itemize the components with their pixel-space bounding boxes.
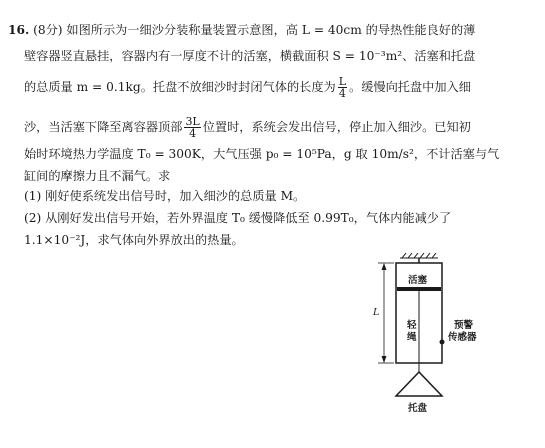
problem-text-3a: 的总质量 m = 0.1kg。托盘不放细沙时封闭气体的长度为: [24, 80, 336, 94]
sensor-label-2: 传感器: [448, 332, 477, 343]
piston: [397, 287, 441, 291]
sensor-dot: [440, 340, 445, 345]
ceiling-hatch: [400, 253, 438, 258]
sensor-label-1: 预警: [454, 320, 474, 331]
fraction-numerator: 3L: [185, 115, 200, 128]
tray: [396, 372, 442, 396]
problem-line-1: [8, 22, 475, 38]
question-2: [24, 210, 451, 226]
fraction-denominator: 4: [189, 127, 197, 140]
arrow-down: [382, 356, 387, 363]
problem-line-3: [24, 76, 471, 99]
tray-label: 托盘: [408, 403, 428, 414]
question-1-text: (1) 刚好使系统发出信号时，加入细沙的总质量 M。: [24, 189, 306, 203]
length-dimension: [378, 263, 394, 363]
problem-text-6: 缸间的摩擦力且不漏气。求: [24, 169, 171, 183]
apparatus-diagram: [360, 250, 500, 445]
problem-number: 16.: [8, 23, 30, 37]
problem-line-5: [24, 146, 499, 162]
arrow-up: [382, 263, 387, 270]
apparatus-figure: [360, 250, 500, 445]
fraction-denominator: 4: [338, 87, 346, 100]
problem-line-4: [24, 116, 471, 139]
problem-line-2: [24, 48, 475, 64]
problem-text-2: 壁容器竖直悬挂，容器内有一厚度不计的活塞，横截面积 S = 10⁻³m²、活塞和托盘: [24, 49, 476, 63]
problem-text-5: 始时环境热力学温度 T₀ = 300K，大气压强 p₀ = 10⁵Pa，g 取 10m/s²，不计活塞与气: [24, 147, 500, 161]
problem-text-4b: 位置时，系统会发出信号，停止加入细沙。已知初: [202, 120, 471, 134]
fraction-3l-over-4: [184, 116, 200, 139]
piston-label: 活塞: [408, 275, 428, 286]
fraction-l-over-4: [338, 76, 347, 99]
rope-label-2: 绳: [407, 332, 417, 343]
problem-line-6: [24, 168, 170, 184]
question-2-text: (2) 从刚好发出信号开始，若外界温度 T₀ 缓慢降低至 0.99T₀，气体内能减少了: [24, 211, 452, 225]
length-label: L: [373, 307, 380, 318]
question-2-text-cont: 1.1×10⁻²J，求气体向外界放出的热量。: [24, 233, 244, 247]
question-2-continued: [24, 232, 244, 248]
problem-text-1: 如图所示为一细沙分装称量装置示意图，高 L = 40cm 的导热性能良好的薄: [66, 23, 476, 37]
problem-text-3b: 。缓慢向托盘中加入细: [349, 80, 471, 94]
rope-label-1: 轻: [407, 320, 417, 331]
problem-text-4a: 沙，当活塞下降至离容器顶部: [24, 120, 183, 134]
problem-score: (8分): [33, 23, 63, 37]
fraction-numerator: L: [338, 75, 347, 88]
question-1: [24, 188, 305, 204]
